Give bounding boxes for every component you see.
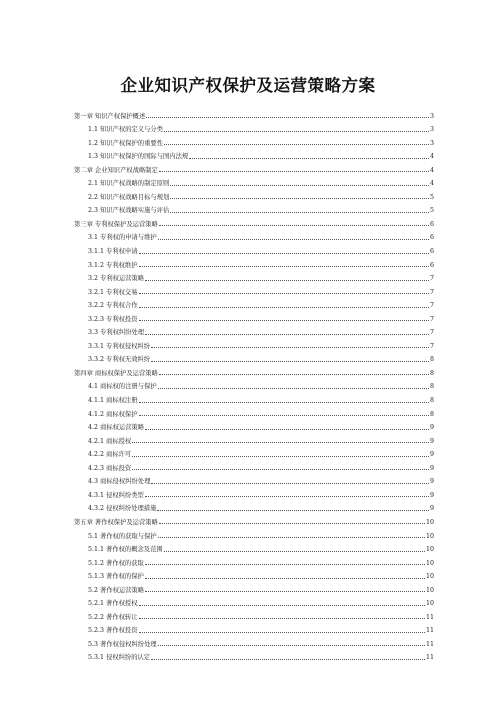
toc-dot-leader [159,523,425,524]
toc-entry[interactable] [74,580,434,594]
toc-entry-label: 4.3 商标侵权纠纷处理 [88,478,151,486]
toc-entry-page-number: 7 [429,315,434,323]
toc-entry-label: 3.1.1 专利权申请 [88,248,138,256]
toc-entry-page-number: 11 [425,613,434,621]
toc-dot-leader [157,510,429,511]
toc-entry-label: 1.1 知识产权的定义与分类 [88,126,163,134]
toc-entry-page-number: 6 [429,234,434,242]
toc-entry-page-number: 9 [429,491,434,499]
toc-entry-page-number: 4 [429,166,434,174]
toc-entry-label: 5.1.1 著作权的概念及范围 [88,546,163,554]
toc-entry-page-number: 3 [429,139,434,147]
toc-entry[interactable] [74,255,434,269]
toc-dot-leader [145,578,425,579]
toc-dot-leader [170,212,429,213]
toc-dot-leader [158,239,429,240]
toc-entry-label: 第四章 商标权保护及运营策略 [74,369,158,377]
toc-entry-label: 1.3 知识产权保护的国际与国内法规 [88,153,189,161]
toc-dot-leader [158,388,429,389]
toc-dot-leader [145,564,425,565]
toc-entry-label: 3.2.1 专利权交易 [88,288,138,296]
toc-dot-leader [139,307,429,308]
toc-entry-label: 4.1.2 商标权保护 [88,410,138,418]
toc-entry-page-number: 4 [429,153,434,161]
toc-entry[interactable] [74,607,434,621]
toc-entry-label: 第一章 知识产权保护概述 [74,112,146,120]
toc-entry-label: 4.1 商标权的注册与保护 [88,383,157,391]
toc-entry-page-number: 7 [429,329,434,337]
toc-entry[interactable] [74,187,434,201]
toc-entry[interactable] [74,296,434,310]
toc-entry-label: 5.3.1 侵权纠纷的认定 [88,654,151,662]
toc-entry-label: 2.1 知识产权战略的制定原则 [88,180,170,188]
toc-entry-label: 5.1.2 著作权的获取 [88,559,144,567]
toc-dot-leader [151,361,429,362]
toc-entry[interactable] [74,174,434,188]
toc-entry-label: 2.3 知识产权战略实施与评估 [88,207,170,215]
toc-entry-page-number: 10 [425,600,434,608]
toc-entry-page-number: 3 [429,126,434,134]
table-of-contents [74,106,434,661]
toc-dot-leader [132,442,429,443]
toc-entry[interactable] [74,499,434,513]
toc-entry-label: 3.3 专利权纠纷处理 [88,329,145,337]
toc-entry-page-number: 9 [429,437,434,445]
toc-entry[interactable] [74,363,434,377]
toc-entry[interactable] [74,241,434,255]
toc-entry-page-number: 7 [429,288,434,296]
toc-entry[interactable] [74,201,434,215]
toc-dot-leader [151,659,425,660]
toc-entry[interactable] [74,336,434,350]
toc-dot-leader [164,131,429,132]
toc-entry[interactable] [74,540,434,554]
toc-entry-label: 5.2.3 著作权投资 [88,627,138,635]
toc-entry[interactable] [74,377,434,391]
toc-dot-leader [145,496,429,497]
toc-entry[interactable] [74,214,434,228]
toc-entry[interactable] [74,594,434,608]
toc-dot-leader [151,347,429,348]
toc-entry-page-number: 10 [425,546,434,554]
toc-dot-leader [159,171,429,172]
toc-dot-leader [139,320,429,321]
toc-entry-page-number: 5 [429,193,434,201]
toc-dot-leader [159,374,429,375]
toc-entry-label: 4.2.2 商标许可 [88,451,132,459]
toc-entry-page-number: 4 [429,180,434,188]
toc-entry-label: 5.1 著作权的获取与保护 [88,532,157,540]
toc-entry-page-number: 9 [429,464,434,472]
toc-entry-label: 1.2 知识产权保护的重要性 [88,139,163,147]
toc-entry[interactable] [74,133,434,147]
toc-entry-page-number: 11 [425,640,434,648]
toc-entry-page-number: 10 [425,532,434,540]
toc-entry-page-number: 8 [429,356,434,364]
toc-entry-page-number: 7 [429,275,434,283]
toc-entry-label: 2.2 知识产权战略目标与规划 [88,193,170,201]
toc-entry[interactable] [74,485,434,499]
toc-entry[interactable] [74,472,434,486]
toc-entry-label: 4.2 商标权运营策略 [88,424,145,432]
toc-entry-page-number: 8 [429,369,434,377]
toc-dot-leader [159,225,429,226]
toc-entry[interactable] [74,512,434,526]
toc-entry-label: 3.1.2 专利权维护 [88,261,138,269]
toc-entry-label: 4.3.1 侵权纠纷类型 [88,491,144,499]
toc-entry-label: 5.3 著作权侵权纠纷处理 [88,640,157,648]
toc-entry-page-number: 10 [425,559,434,567]
toc-dot-leader [139,402,429,403]
toc-entry[interactable] [74,567,434,581]
toc-dot-leader [146,117,429,118]
toc-entry-page-number: 6 [429,261,434,269]
toc-entry-label: 第二章 企业知识产权战略制定 [74,166,158,174]
toc-entry[interactable] [74,390,434,404]
toc-entry-page-number: 3 [429,112,434,120]
toc-entry-label: 5.2.2 著作权转让 [88,613,138,621]
toc-entry-label: 3.2 专利权运营策略 [88,275,145,283]
toc-entry-page-number: 8 [429,410,434,418]
toc-dot-leader [132,456,429,457]
toc-entry[interactable] [74,526,434,540]
toc-entry-page-number: 9 [429,451,434,459]
toc-entry[interactable] [74,553,434,567]
toc-entry[interactable] [74,418,434,432]
toc-entry[interactable] [74,634,434,648]
toc-entry-label: 3.3.1 专利权侵权纠纷 [88,342,151,350]
toc-entry[interactable] [74,106,434,120]
toc-entry[interactable] [74,228,434,242]
toc-entry-page-number: 8 [429,397,434,405]
toc-entry-page-number: 9 [429,424,434,432]
toc-dot-leader [170,185,429,186]
toc-entry[interactable] [74,621,434,635]
toc-dot-leader [139,605,425,606]
toc-dot-leader [139,293,429,294]
toc-entry-page-number: 9 [429,505,434,513]
toc-entry-page-number: 10 [425,586,434,594]
toc-entry[interactable] [74,458,434,472]
toc-entry-label: 5.2 著作权运营策略 [88,586,145,594]
toc-entry-label: 3.2.2 专利权合作 [88,302,138,310]
toc-dot-leader [132,469,429,470]
toc-entry-page-number: 8 [429,383,434,391]
toc-entry-page-number: 9 [429,478,434,486]
toc-dot-leader [158,645,425,646]
toc-entry[interactable] [74,269,434,283]
toc-entry-page-number: 11 [425,627,434,635]
toc-entry[interactable] [74,648,434,662]
toc-entry-label: 5.1.3 著作权的保护 [88,573,144,581]
toc-entry-label: 4.2.1 商标授权 [88,437,132,445]
toc-entry[interactable] [74,323,434,337]
toc-entry-page-number: 6 [429,220,434,228]
toc-entry-page-number: 6 [429,248,434,256]
toc-entry-label: 4.1.1 商标权注册 [88,397,138,405]
toc-dot-leader [151,483,429,484]
toc-dot-leader [145,334,429,335]
toc-entry[interactable] [74,282,434,296]
toc-entry[interactable] [74,160,434,174]
toc-dot-leader [139,618,425,619]
toc-entry[interactable] [74,445,434,459]
toc-entry-label: 第三章 专利权保护及运营策略 [74,220,158,228]
toc-entry-label: 3.3.2 专利权无效纠纷 [88,356,151,364]
toc-entry-label: 5.2.1 著作权授权 [88,600,138,608]
toc-entry[interactable] [74,147,434,161]
toc-dot-leader [139,415,429,416]
toc-dot-leader [139,253,429,254]
toc-entry-page-number: 11 [425,654,434,662]
toc-dot-leader [145,280,429,281]
toc-entry-page-number: 5 [429,207,434,215]
toc-entry[interactable] [74,120,434,134]
toc-dot-leader [145,591,425,592]
toc-dot-leader [158,537,425,538]
toc-dot-leader [139,632,425,633]
toc-dot-leader [189,158,429,159]
toc-dot-leader [145,429,429,430]
toc-dot-leader [164,551,425,552]
toc-entry-label: 4.3.2 侵权纠纷处理措施 [88,505,157,513]
toc-entry-page-number: 10 [425,573,434,581]
toc-entry[interactable] [74,350,434,364]
document-title: 企业知识产权保护及运营策略方案 [120,76,376,95]
toc-entry-label: 第五章 著作权保护及运营策略 [74,518,158,526]
toc-entry-label: 3.1 专利权的申请与维护 [88,234,157,242]
toc-entry[interactable] [74,404,434,418]
toc-entry[interactable] [74,431,434,445]
toc-dot-leader [170,198,429,199]
toc-entry-page-number: 10 [425,518,434,526]
toc-entry[interactable] [74,309,434,323]
toc-dot-leader [164,144,429,145]
toc-entry-page-number: 7 [429,342,434,350]
toc-entry-page-number: 7 [429,302,434,310]
toc-entry-label: 3.2.3 专利权投资 [88,315,138,323]
toc-dot-leader [139,266,429,267]
toc-entry-label: 4.2.3 商标投资 [88,464,132,472]
